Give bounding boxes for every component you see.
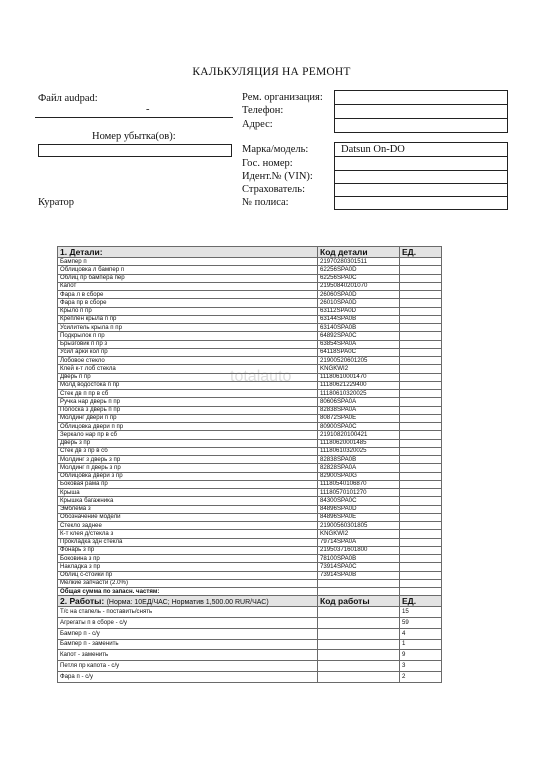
- part-name-cell: Молдинг двери п пр: [58, 414, 318, 422]
- part-code-cell: 11180620001485: [318, 439, 400, 447]
- table-row: [58, 650, 442, 661]
- part-units-cell: [400, 423, 442, 431]
- part-units-cell: [400, 406, 442, 414]
- table-row: [58, 258, 442, 266]
- table-row: [58, 546, 442, 554]
- table-row: [58, 447, 442, 455]
- part-code-cell: 80900SPA0C: [318, 423, 400, 431]
- part-code-cell: 82838SPA0B: [318, 456, 400, 464]
- vehicle-info-field[interactable]: [334, 142, 508, 210]
- table-row: [58, 522, 442, 530]
- part-units-cell: [400, 282, 442, 290]
- loss-number-field[interactable]: [38, 144, 232, 157]
- work-units-cell: 2: [400, 672, 442, 683]
- part-code-cell: 84896SPA0D: [318, 505, 400, 513]
- table-row: [58, 291, 442, 299]
- work-units-cell: 9: [400, 650, 442, 661]
- part-units-cell: [400, 307, 442, 315]
- part-units-cell: [400, 464, 442, 472]
- work-name-cell: Петля пр капота - с/у: [58, 661, 318, 672]
- table-row: [58, 618, 442, 629]
- part-units-cell: [400, 497, 442, 505]
- work-name-cell: Бампер п - с/у: [58, 628, 318, 639]
- part-name-cell: Усилитель крыла п пр: [58, 324, 318, 332]
- table-row: [58, 672, 442, 683]
- insurer-label: Страхователь:: [242, 184, 305, 195]
- part-name-cell: Зеркало нар пр в сб: [58, 431, 318, 439]
- part-code-cell: KNGKWI2: [318, 365, 400, 373]
- part-units-cell: [400, 563, 442, 571]
- table-row: [58, 324, 442, 332]
- table-row: [58, 390, 442, 398]
- table-row: [58, 340, 442, 348]
- part-code-cell: 21950371601800: [318, 546, 400, 554]
- table-row: [58, 464, 442, 472]
- parts-total-value: [400, 588, 442, 596]
- table-row: [58, 357, 442, 365]
- part-code-cell: 11180610001470: [318, 373, 400, 381]
- work-units-cell: 59: [400, 618, 442, 629]
- table-row: [58, 414, 442, 422]
- part-code-cell: 11180570101270: [318, 489, 400, 497]
- table-row: [58, 530, 442, 538]
- file-value: -: [146, 104, 150, 115]
- part-units-cell: [400, 258, 442, 266]
- work-code-cell: [318, 650, 400, 661]
- part-units-cell: [400, 505, 442, 513]
- part-name-cell: Стек дв п пр в сб: [58, 390, 318, 398]
- parts-total-label: Общая сумма по запасн. частям:: [58, 588, 318, 596]
- part-code-cell: 82828SPA0A: [318, 464, 400, 472]
- part-units-cell: [400, 299, 442, 307]
- part-code-cell: 73914SPA0B: [318, 571, 400, 579]
- part-units-cell: [400, 513, 442, 521]
- table-row: [58, 423, 442, 431]
- part-code-cell: 11180621229400: [318, 381, 400, 389]
- part-units-cell: [400, 398, 442, 406]
- part-units-cell: [400, 365, 442, 373]
- part-name-cell: Облиц с-стойки пр: [58, 571, 318, 579]
- table-row: [58, 538, 442, 546]
- part-units-cell: [400, 348, 442, 356]
- table-row: [58, 489, 442, 497]
- part-name-cell: Боковина з пр: [58, 555, 318, 563]
- part-units-cell: [400, 340, 442, 348]
- part-code-cell: [318, 579, 400, 587]
- part-units-cell: [400, 472, 442, 480]
- address-label: Адрес:: [242, 119, 273, 130]
- watermark: totalauto: [230, 368, 292, 385]
- works-section-title: [58, 596, 318, 607]
- part-code-cell: 80606SPA0A: [318, 398, 400, 406]
- part-code-cell: 21970280301511: [318, 258, 400, 266]
- table-row: [58, 472, 442, 480]
- part-units-cell: [400, 456, 442, 464]
- part-name-cell: Полоска з дверь п пр: [58, 406, 318, 414]
- part-units-cell: [400, 431, 442, 439]
- part-name-cell: К-т клея д/стекла з: [58, 530, 318, 538]
- part-name-cell: Подкрылок п пр: [58, 332, 318, 340]
- part-code-cell: 84896SPA0E: [318, 513, 400, 521]
- work-units-cell: 4: [400, 628, 442, 639]
- part-code-cell: 21900560301805: [318, 522, 400, 530]
- make-model-label: Марка/модель:: [242, 144, 309, 155]
- table-row: [58, 274, 442, 282]
- work-name-cell: Фара п - с/у: [58, 672, 318, 683]
- part-name-cell: Фара л в сборе: [58, 291, 318, 299]
- part-name-cell: Клей к-т лоб стекла: [58, 365, 318, 373]
- part-name-cell: Обозначение модели: [58, 513, 318, 521]
- part-code-cell: 64892SPA0C: [318, 332, 400, 340]
- part-code-cell: 11180540106870: [318, 480, 400, 488]
- table-row: [58, 348, 442, 356]
- part-name-cell: Стекло заднее: [58, 522, 318, 530]
- table-row: [58, 607, 442, 618]
- phone-label: Телефон:: [242, 105, 284, 116]
- part-units-cell: [400, 414, 442, 422]
- table-row: [58, 406, 442, 414]
- units-header: ЕД.: [400, 247, 442, 258]
- table-row: [58, 563, 442, 571]
- part-units-cell: [400, 324, 442, 332]
- part-name-cell: Облицовка двери з пр: [58, 472, 318, 480]
- work-units-cell: 1: [400, 639, 442, 650]
- part-name-cell: Молдинг з дверь з пр: [58, 456, 318, 464]
- part-code-cell: KNGKWI2: [318, 530, 400, 538]
- work-code-header: Код работы: [318, 596, 400, 607]
- table-row: [58, 299, 442, 307]
- curator-label: Куратор: [38, 197, 75, 208]
- part-units-cell: [400, 480, 442, 488]
- works-header-row: [58, 596, 442, 607]
- file-label: Файл audpad:: [38, 93, 98, 104]
- part-name-cell: Накладка з пр: [58, 563, 318, 571]
- table-row: [58, 381, 442, 389]
- make-model-value: Datsun On-DO: [341, 144, 405, 155]
- part-name-cell: Облицовка двери п пр: [58, 423, 318, 431]
- table-row: [58, 439, 442, 447]
- part-units-cell: [400, 390, 442, 398]
- loss-number-label: Номер убытка(ов):: [92, 131, 176, 142]
- table-row: [58, 497, 442, 505]
- table-row: [58, 431, 442, 439]
- work-code-cell: [318, 639, 400, 650]
- part-units-cell: [400, 291, 442, 299]
- part-code-cell: 63144SPA0B: [318, 315, 400, 323]
- part-name-cell: Фонарь з пр: [58, 546, 318, 554]
- work-name-cell: Бампер п - заменить: [58, 639, 318, 650]
- work-code-cell: [318, 607, 400, 618]
- part-name-cell: Молдинг п дверь з пр: [58, 464, 318, 472]
- part-name-cell: Крышка багажника: [58, 497, 318, 505]
- part-units-cell: [400, 571, 442, 579]
- part-units-cell: [400, 530, 442, 538]
- part-code-cell: 26010SPA0D: [318, 299, 400, 307]
- part-name-cell: Усил арки кол пр: [58, 348, 318, 356]
- table-row: [58, 555, 442, 563]
- table-row: [58, 373, 442, 381]
- part-name-cell: Мелкие запчасти (2.0%): [58, 579, 318, 587]
- part-code-cell: 63854SPA0A: [318, 340, 400, 348]
- work-units-cell: 3: [400, 661, 442, 672]
- part-name-cell: Брызговик п пр з: [58, 340, 318, 348]
- parts-total-code: [318, 588, 400, 596]
- table-row: [58, 661, 442, 672]
- part-name-cell: Боковая рама пр: [58, 480, 318, 488]
- table-row: [58, 398, 442, 406]
- part-code-cell: 82900SPA0G: [318, 472, 400, 480]
- part-code-cell: 63112SPA0D: [318, 307, 400, 315]
- table-row: [58, 513, 442, 521]
- table-row: [58, 456, 442, 464]
- part-code-cell: 82838SPA0A: [318, 406, 400, 414]
- part-units-cell: [400, 439, 442, 447]
- part-units-cell: [400, 546, 442, 554]
- part-units-cell: [400, 373, 442, 381]
- vin-label: Идент.№ (VIN):: [242, 171, 313, 182]
- table-row: [58, 315, 442, 323]
- part-name-cell: Капот: [58, 282, 318, 290]
- part-units-cell: [400, 332, 442, 340]
- part-code-cell: 21900520601205: [318, 357, 400, 365]
- table-row: [58, 365, 442, 373]
- part-code-cell: 62256SPA0C: [318, 274, 400, 282]
- part-name-cell: Эмблема з: [58, 505, 318, 513]
- work-code-cell: [318, 618, 400, 629]
- part-code-cell: 78100SPA0B: [318, 555, 400, 563]
- part-units-cell: [400, 381, 442, 389]
- part-code-cell: 64118SPA0C: [318, 348, 400, 356]
- part-units-cell: [400, 522, 442, 530]
- work-units-header: ЕД.: [400, 596, 442, 607]
- part-code-cell: 21950840201070: [318, 282, 400, 290]
- page-title: КАЛЬКУЛЯЦИЯ НА РЕМОНТ: [192, 66, 351, 78]
- work-code-cell: [318, 672, 400, 683]
- parts-total-row: [58, 588, 442, 596]
- part-code-cell: 80872SPA0E: [318, 414, 400, 422]
- part-code-header: Код детали: [318, 247, 400, 258]
- works-norm-note: (Норма: 10ЕД/ЧАС; Норматив 1,500.00 RUR/ЧАС): [106, 598, 269, 606]
- part-code-cell: 73914SPA0C: [318, 563, 400, 571]
- table-row: [58, 579, 442, 587]
- part-name-cell: Лобовое стекло: [58, 357, 318, 365]
- table-row: [58, 266, 442, 274]
- part-units-cell: [400, 274, 442, 282]
- part-units-cell: [400, 579, 442, 587]
- reg-number-label: Гос. номер:: [242, 158, 293, 169]
- work-name-cell: Агрегаты п в сборе - с/у: [58, 618, 318, 629]
- calculation-table: [57, 246, 442, 683]
- part-name-cell: Ручка нар дверь п пр: [58, 398, 318, 406]
- work-code-cell: [318, 661, 400, 672]
- work-code-cell: [318, 628, 400, 639]
- part-code-cell: 11180610320025: [318, 447, 400, 455]
- table-row: [58, 282, 442, 290]
- part-code-cell: 26060SPA0D: [318, 291, 400, 299]
- table-row: [58, 307, 442, 315]
- table-row: [58, 480, 442, 488]
- repair-org-field[interactable]: [334, 90, 508, 133]
- part-units-cell: [400, 266, 442, 274]
- part-code-cell: 84300SPA0C: [318, 497, 400, 505]
- part-name-cell: Бампер п: [58, 258, 318, 266]
- part-units-cell: [400, 357, 442, 365]
- table-row: [58, 505, 442, 513]
- part-units-cell: [400, 447, 442, 455]
- part-units-cell: [400, 555, 442, 563]
- repair-org-label: Рем. организация:: [242, 92, 323, 103]
- part-name-cell: Креплен крыла п пр: [58, 315, 318, 323]
- part-code-cell: 21910820100421: [318, 431, 400, 439]
- parts-header-row: [58, 247, 442, 258]
- table-row: [58, 628, 442, 639]
- part-code-cell: 62256SPA0D: [318, 266, 400, 274]
- part-name-cell: Дверь п пр: [58, 373, 318, 381]
- part-name-cell: Фара пр в сборе: [58, 299, 318, 307]
- part-name-cell: Крыло п пр: [58, 307, 318, 315]
- part-units-cell: [400, 315, 442, 323]
- part-units-cell: [400, 538, 442, 546]
- part-name-cell: Облиц пр бампера пер: [58, 274, 318, 282]
- parts-section-title: 1. Детали:: [58, 247, 318, 258]
- table-row: [58, 571, 442, 579]
- table-row: [58, 639, 442, 650]
- part-name-cell: Прокладка здн стекла: [58, 538, 318, 546]
- work-name-cell: Капот - заменить: [58, 650, 318, 661]
- part-code-cell: 79714SPA0A: [318, 538, 400, 546]
- part-units-cell: [400, 489, 442, 497]
- part-name-cell: Облицовка л бампер п: [58, 266, 318, 274]
- file-underline: [35, 117, 233, 118]
- work-units-cell: 15: [400, 607, 442, 618]
- table-row: [58, 332, 442, 340]
- policy-label: № полиса:: [242, 197, 289, 208]
- works-title: 2. Работы:: [60, 595, 105, 606]
- work-name-cell: Т/с на стапель - поставить/снять: [58, 607, 318, 618]
- part-name-cell: Стек дв з пр в сб: [58, 447, 318, 455]
- part-code-cell: 11180610320025: [318, 390, 400, 398]
- part-name-cell: Дверь з пр: [58, 439, 318, 447]
- part-name-cell: Молд водостока п пр: [58, 381, 318, 389]
- part-name-cell: Крыша: [58, 489, 318, 497]
- part-code-cell: 63140SPA0B: [318, 324, 400, 332]
